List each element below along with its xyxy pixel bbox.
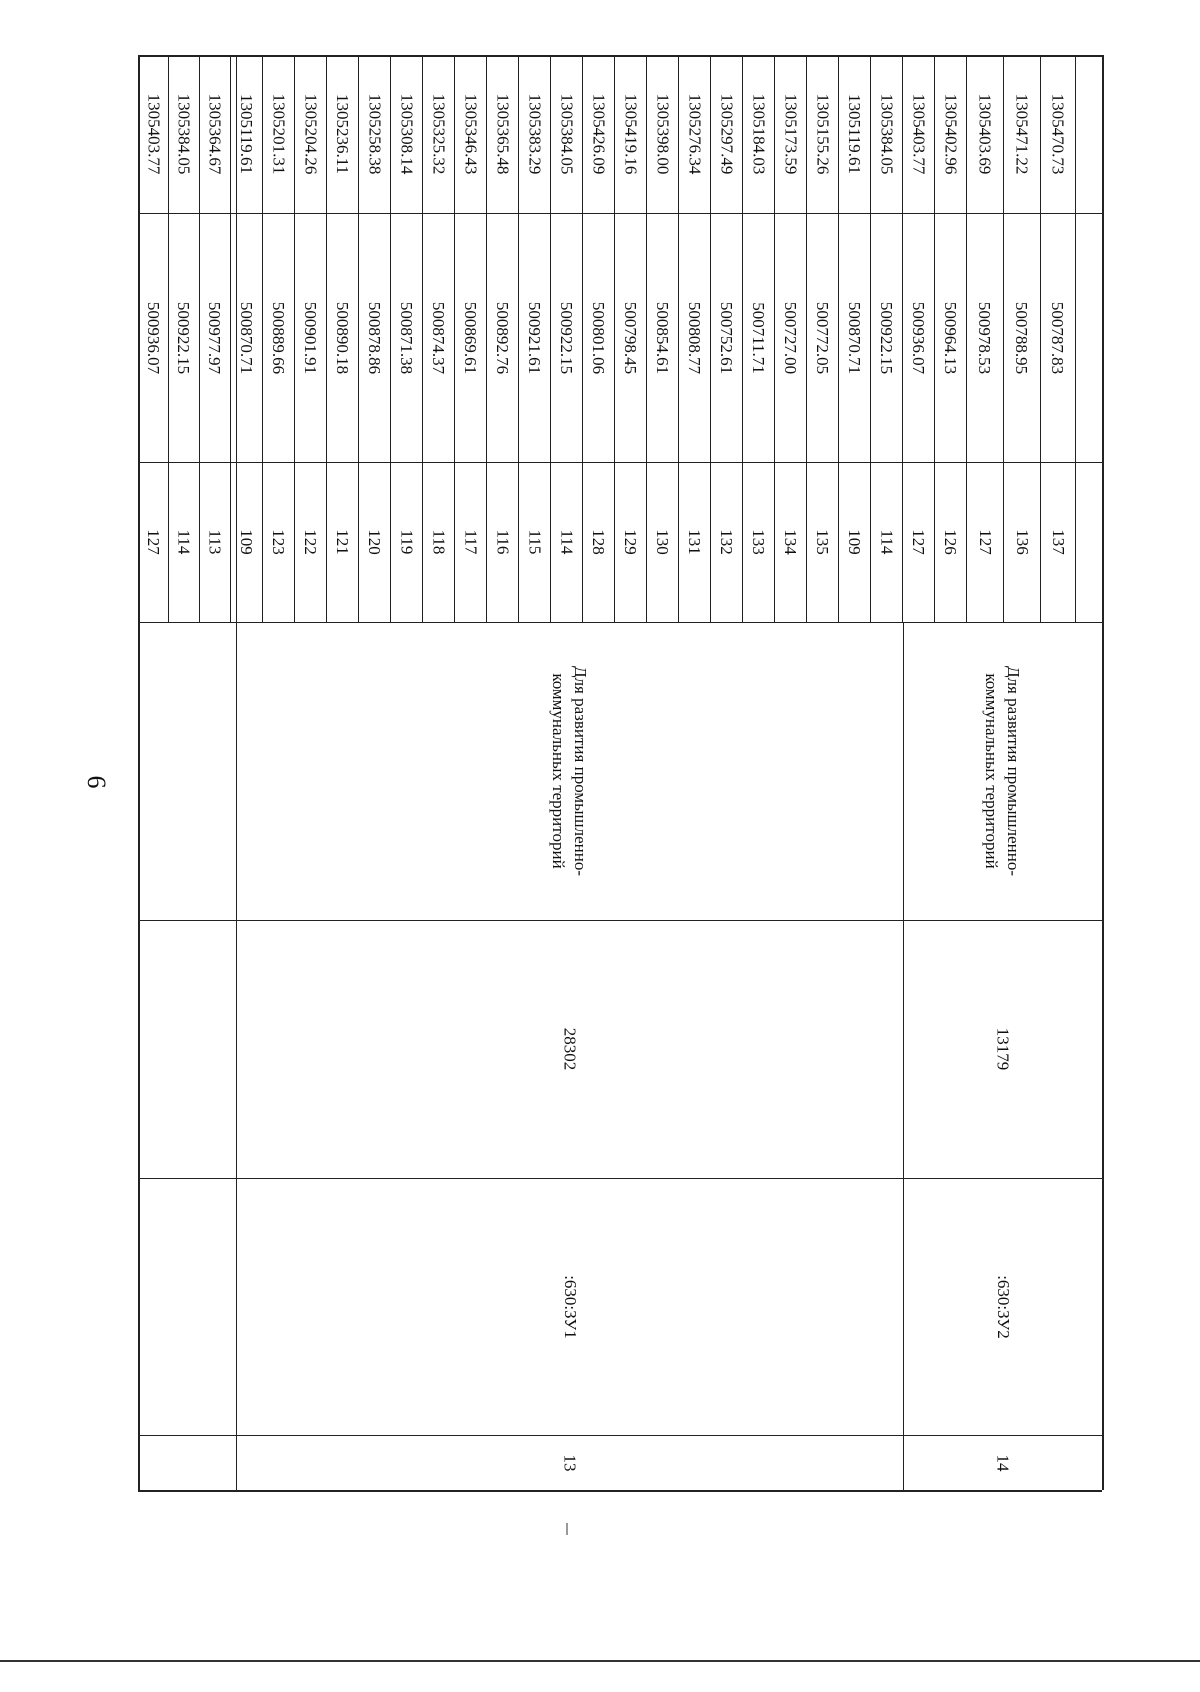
point-y-coordinate-cell: [262, 55, 294, 213]
point-y-coordinate: 1305119.61: [237, 93, 256, 175]
object-cadastral-id: :630:ЗУ1: [560, 1274, 580, 1339]
point-y-coordinate-cell: [454, 55, 486, 213]
point-x-coordinate-cell: [422, 213, 454, 462]
point-x-coordinate-cell: [710, 213, 742, 462]
point-number-cell: [902, 462, 934, 622]
point-number-cell: [806, 462, 838, 622]
point-x-coordinate-cell: [168, 213, 199, 462]
point-x-coordinate-cell: [838, 213, 870, 462]
point-x-coordinate: 500890.18: [333, 301, 352, 374]
point-y-coordinate-cell: [966, 55, 1003, 213]
point-y-coordinate-cell: [742, 55, 774, 213]
point-y-coordinate: 1305384.05: [174, 93, 194, 175]
point-x-coordinate: 500870.71: [237, 301, 256, 374]
point-x-coordinate-cell: [646, 213, 678, 462]
point-number: 134: [781, 529, 800, 555]
point-x-coordinate: 500878.86: [365, 301, 384, 374]
point-y-coordinate-cell: [358, 55, 390, 213]
point-x-coordinate-cell: [806, 213, 838, 462]
point-x-coordinate: 500808.77: [685, 301, 704, 374]
point-x-coordinate: 500752.61: [717, 301, 736, 374]
point-number-cell: [138, 462, 168, 622]
point-x-coordinate: 500936.07: [909, 301, 928, 374]
point-x-coordinate: 500874.37: [429, 301, 448, 374]
point-number: 114: [174, 529, 194, 555]
point-x-coordinate-cell: [326, 213, 358, 462]
point-y-coordinate: 1305419.16: [621, 93, 640, 175]
point-x-coordinate: 500922.15: [877, 301, 896, 374]
point-x-coordinate-cell: [262, 213, 294, 462]
purpose-line-2: коммунальных территорий: [549, 673, 569, 869]
point-number: 131: [685, 529, 704, 555]
point-y-coordinate-cell: [390, 55, 422, 213]
purpose-line-2: коммунальных территорий: [982, 673, 1002, 869]
point-y-coordinate-cell: [870, 55, 902, 213]
point-number: 121: [333, 529, 352, 555]
point-number: 127: [975, 529, 995, 555]
point-x-coordinate-cell: [454, 213, 486, 462]
point-y-coordinate: 1305173.59: [781, 93, 800, 175]
point-y-coordinate: 1305258.38: [365, 93, 384, 175]
point-x-coordinate-cell: [1040, 213, 1075, 462]
point-x-coordinate: 500892.76: [493, 301, 512, 374]
point-number-cell: [550, 462, 582, 622]
point-number-cell: [646, 462, 678, 622]
point-number: 109: [845, 529, 864, 555]
purpose-line-1: Для развития промышленно-: [571, 665, 591, 877]
point-number-cell: [934, 462, 966, 622]
point-number-cell: [294, 462, 326, 622]
object-area: 13179: [993, 1027, 1013, 1071]
point-number: 126: [941, 529, 960, 555]
point-y-coordinate: 1305403.77: [909, 93, 928, 175]
point-y-coordinate-cell: [1040, 55, 1075, 213]
point-number-cell: [168, 462, 199, 622]
point-y-coordinate-cell: [710, 55, 742, 213]
point-x-coordinate: 500869.61: [461, 301, 480, 374]
point-number-cell: [1003, 462, 1040, 622]
point-x-coordinate-cell: [614, 213, 646, 462]
point-x-coordinate: 500801.06: [589, 301, 608, 374]
point-number-cell: [262, 462, 294, 622]
object-cadastral-id: :630:ЗУ2: [993, 1274, 1013, 1339]
point-y-coordinate-cell: [774, 55, 806, 213]
point-y-coordinate: 1305204.26: [301, 93, 320, 175]
point-number: 120: [365, 529, 384, 555]
point-y-coordinate: 1305403.69: [975, 93, 995, 175]
object-area-cell: [903, 920, 1102, 1178]
object-number: 13: [560, 1454, 580, 1471]
object-cadastral-id-cell: [236, 1178, 903, 1435]
point-number-cell: [390, 462, 422, 622]
point-y-coordinate-cell: [326, 55, 358, 213]
point-y-coordinate: 1305364.67: [205, 93, 225, 175]
point-number: 130: [653, 529, 672, 555]
point-number-cell: [422, 462, 454, 622]
point-x-coordinate: 500727.00: [781, 301, 800, 374]
point-x-coordinate-cell: [1003, 213, 1040, 462]
object-area-cell: [236, 920, 903, 1178]
point-x-coordinate-cell: [486, 213, 518, 462]
point-y-coordinate: 1305384.05: [557, 93, 576, 175]
object-number-cell: [903, 1435, 1102, 1490]
point-number-cell: [486, 462, 518, 622]
point-number: 123: [269, 529, 288, 555]
point-y-coordinate-cell: [138, 55, 168, 213]
point-x-coordinate-cell: [966, 213, 1003, 462]
point-x-coordinate-cell: [934, 213, 966, 462]
point-x-coordinate: 500964.13: [941, 301, 960, 374]
point-x-coordinate-cell: [582, 213, 614, 462]
point-x-coordinate-cell: [138, 213, 168, 462]
point-x-coordinate: 500977.97: [205, 301, 225, 374]
point-x-coordinate: 500871.38: [397, 301, 416, 374]
point-number-cell: [199, 462, 230, 622]
point-x-coordinate-cell: [230, 213, 262, 462]
point-number: 127: [909, 529, 928, 555]
point-y-coordinate: 1305276.34: [685, 93, 704, 175]
point-x-coordinate: 500870.71: [845, 301, 864, 374]
point-x-coordinate: 500922.15: [557, 301, 576, 374]
object-number-cell: [236, 1435, 903, 1490]
point-x-coordinate-cell: [518, 213, 550, 462]
point-number: 127: [144, 529, 163, 555]
point-y-coordinate-cell: [486, 55, 518, 213]
point-x-coordinate-cell: [294, 213, 326, 462]
point-y-coordinate-cell: [168, 55, 199, 213]
point-y-coordinate: 1305384.05: [877, 93, 896, 175]
page-number: 6: [82, 775, 111, 789]
point-x-coordinate-cell: [870, 213, 902, 462]
point-number: 133: [749, 529, 768, 555]
point-y-coordinate: 1305403.77: [144, 93, 163, 175]
point-number-cell: [774, 462, 806, 622]
point-x-coordinate: 500711.71: [749, 301, 768, 374]
point-y-coordinate-cell: [550, 55, 582, 213]
point-x-coordinate: 500901.91: [301, 301, 320, 374]
point-y-coordinate: 1305426.09: [589, 93, 608, 175]
point-number-cell: [230, 462, 262, 622]
point-x-coordinate: 500772.05: [813, 301, 832, 374]
point-y-coordinate-cell: [614, 55, 646, 213]
object-area: 28302: [560, 1027, 580, 1071]
point-x-coordinate-cell: [678, 213, 710, 462]
object-purpose-cell: [903, 622, 1102, 920]
point-number-cell: [710, 462, 742, 622]
point-x-coordinate: 500854.61: [653, 301, 672, 374]
point-y-coordinate-cell: [838, 55, 870, 213]
point-number-cell: [838, 462, 870, 622]
table-border-bottom: [138, 1490, 1102, 1492]
point-x-coordinate-cell: [358, 213, 390, 462]
point-number-cell: [678, 462, 710, 622]
point-y-coordinate: 1305155.26: [813, 93, 832, 175]
scan-mark: [566, 1523, 568, 1535]
point-x-coordinate: 500788.95: [1012, 301, 1032, 374]
point-number-cell: [614, 462, 646, 622]
point-y-coordinate: 1305297.49: [717, 93, 736, 175]
point-x-coordinate: 500978.53: [975, 301, 995, 374]
purpose-line-1: Для развития промышленно-: [1004, 665, 1024, 877]
point-number-cell: [1040, 462, 1075, 622]
point-number: 122: [301, 529, 320, 555]
point-number: 116: [493, 529, 512, 555]
point-x-coordinate: 500921.61: [525, 301, 544, 374]
point-number: 137: [1048, 529, 1068, 555]
object-purpose-cell: [236, 622, 903, 920]
point-number: 136: [1012, 529, 1032, 555]
point-y-coordinate-cell: [1003, 55, 1040, 213]
point-number-cell: [742, 462, 774, 622]
purpose-text: [981, 666, 1025, 876]
point-number: 119: [397, 529, 416, 555]
point-y-coordinate: 1305236.11: [333, 93, 352, 175]
point-y-coordinate-cell: [806, 55, 838, 213]
purpose-text: [548, 666, 592, 876]
point-number: 118: [429, 529, 448, 555]
point-number-cell: [326, 462, 358, 622]
point-y-coordinate: 1305325.32: [429, 93, 448, 175]
object-cadastral-id-cell: [903, 1178, 1102, 1435]
point-y-coordinate-cell: [902, 55, 934, 213]
point-y-coordinate-cell: [518, 55, 550, 213]
point-x-coordinate: 500787.83: [1048, 301, 1068, 374]
point-y-coordinate: 1305184.03: [749, 93, 768, 175]
point-y-coordinate-cell: [582, 55, 614, 213]
point-number-cell: [518, 462, 550, 622]
point-x-coordinate-cell: [550, 213, 582, 462]
point-number: 129: [621, 529, 640, 555]
point-y-coordinate-cell: [230, 55, 262, 213]
point-number-cell: [966, 462, 1003, 622]
point-x-coordinate: 500936.07: [144, 301, 163, 374]
point-x-coordinate-cell: [390, 213, 422, 462]
scan-edge-line: [0, 1660, 1200, 1662]
point-y-coordinate-cell: [678, 55, 710, 213]
point-x-coordinate-cell: [774, 213, 806, 462]
point-number: 113: [205, 529, 225, 555]
point-number: 135: [813, 529, 832, 555]
point-number-cell: [358, 462, 390, 622]
point-y-coordinate-cell: [934, 55, 966, 213]
point-x-coordinate: 500922.15: [174, 301, 194, 374]
point-y-coordinate-cell: [294, 55, 326, 213]
point-number: 132: [717, 529, 736, 555]
point-x-coordinate-cell: [902, 213, 934, 462]
point-y-coordinate: 1305402.96: [941, 93, 960, 175]
point-y-coordinate-cell: [422, 55, 454, 213]
point-y-coordinate: 1305119.61: [845, 93, 864, 175]
point-x-coordinate-cell: [742, 213, 774, 462]
point-y-coordinate: 1305308.14: [397, 93, 416, 175]
point-x-coordinate-cell: [199, 213, 230, 462]
point-y-coordinate: 1305346.43: [461, 93, 480, 175]
point-number: 109: [237, 529, 256, 555]
object-number: 14: [993, 1454, 1013, 1471]
point-y-coordinate: 1305365.48: [493, 93, 512, 175]
point-y-coordinate-cell: [199, 55, 230, 213]
point-y-coordinate: 1305471.22: [1012, 93, 1032, 175]
point-y-coordinate: 1305383.29: [525, 93, 544, 175]
point-number-cell: [870, 462, 902, 622]
point-y-coordinate: 1305398.00: [653, 93, 672, 175]
point-number: 114: [557, 529, 576, 555]
point-y-coordinate: 1305470.73: [1048, 93, 1068, 175]
point-number: 114: [877, 529, 896, 555]
point-y-coordinate: 1305201.31: [269, 93, 288, 175]
point-y-coordinate-cell: [646, 55, 678, 213]
point-row-divider: [1075, 55, 1076, 622]
table-border-right: [1102, 55, 1104, 1490]
point-x-coordinate: 500889.66: [269, 301, 288, 374]
point-number-cell: [454, 462, 486, 622]
point-number: 115: [525, 529, 544, 555]
point-number: 128: [589, 529, 608, 555]
point-number: 117: [461, 529, 480, 555]
point-x-coordinate: 500798.45: [621, 301, 640, 374]
point-number-cell: [582, 462, 614, 622]
